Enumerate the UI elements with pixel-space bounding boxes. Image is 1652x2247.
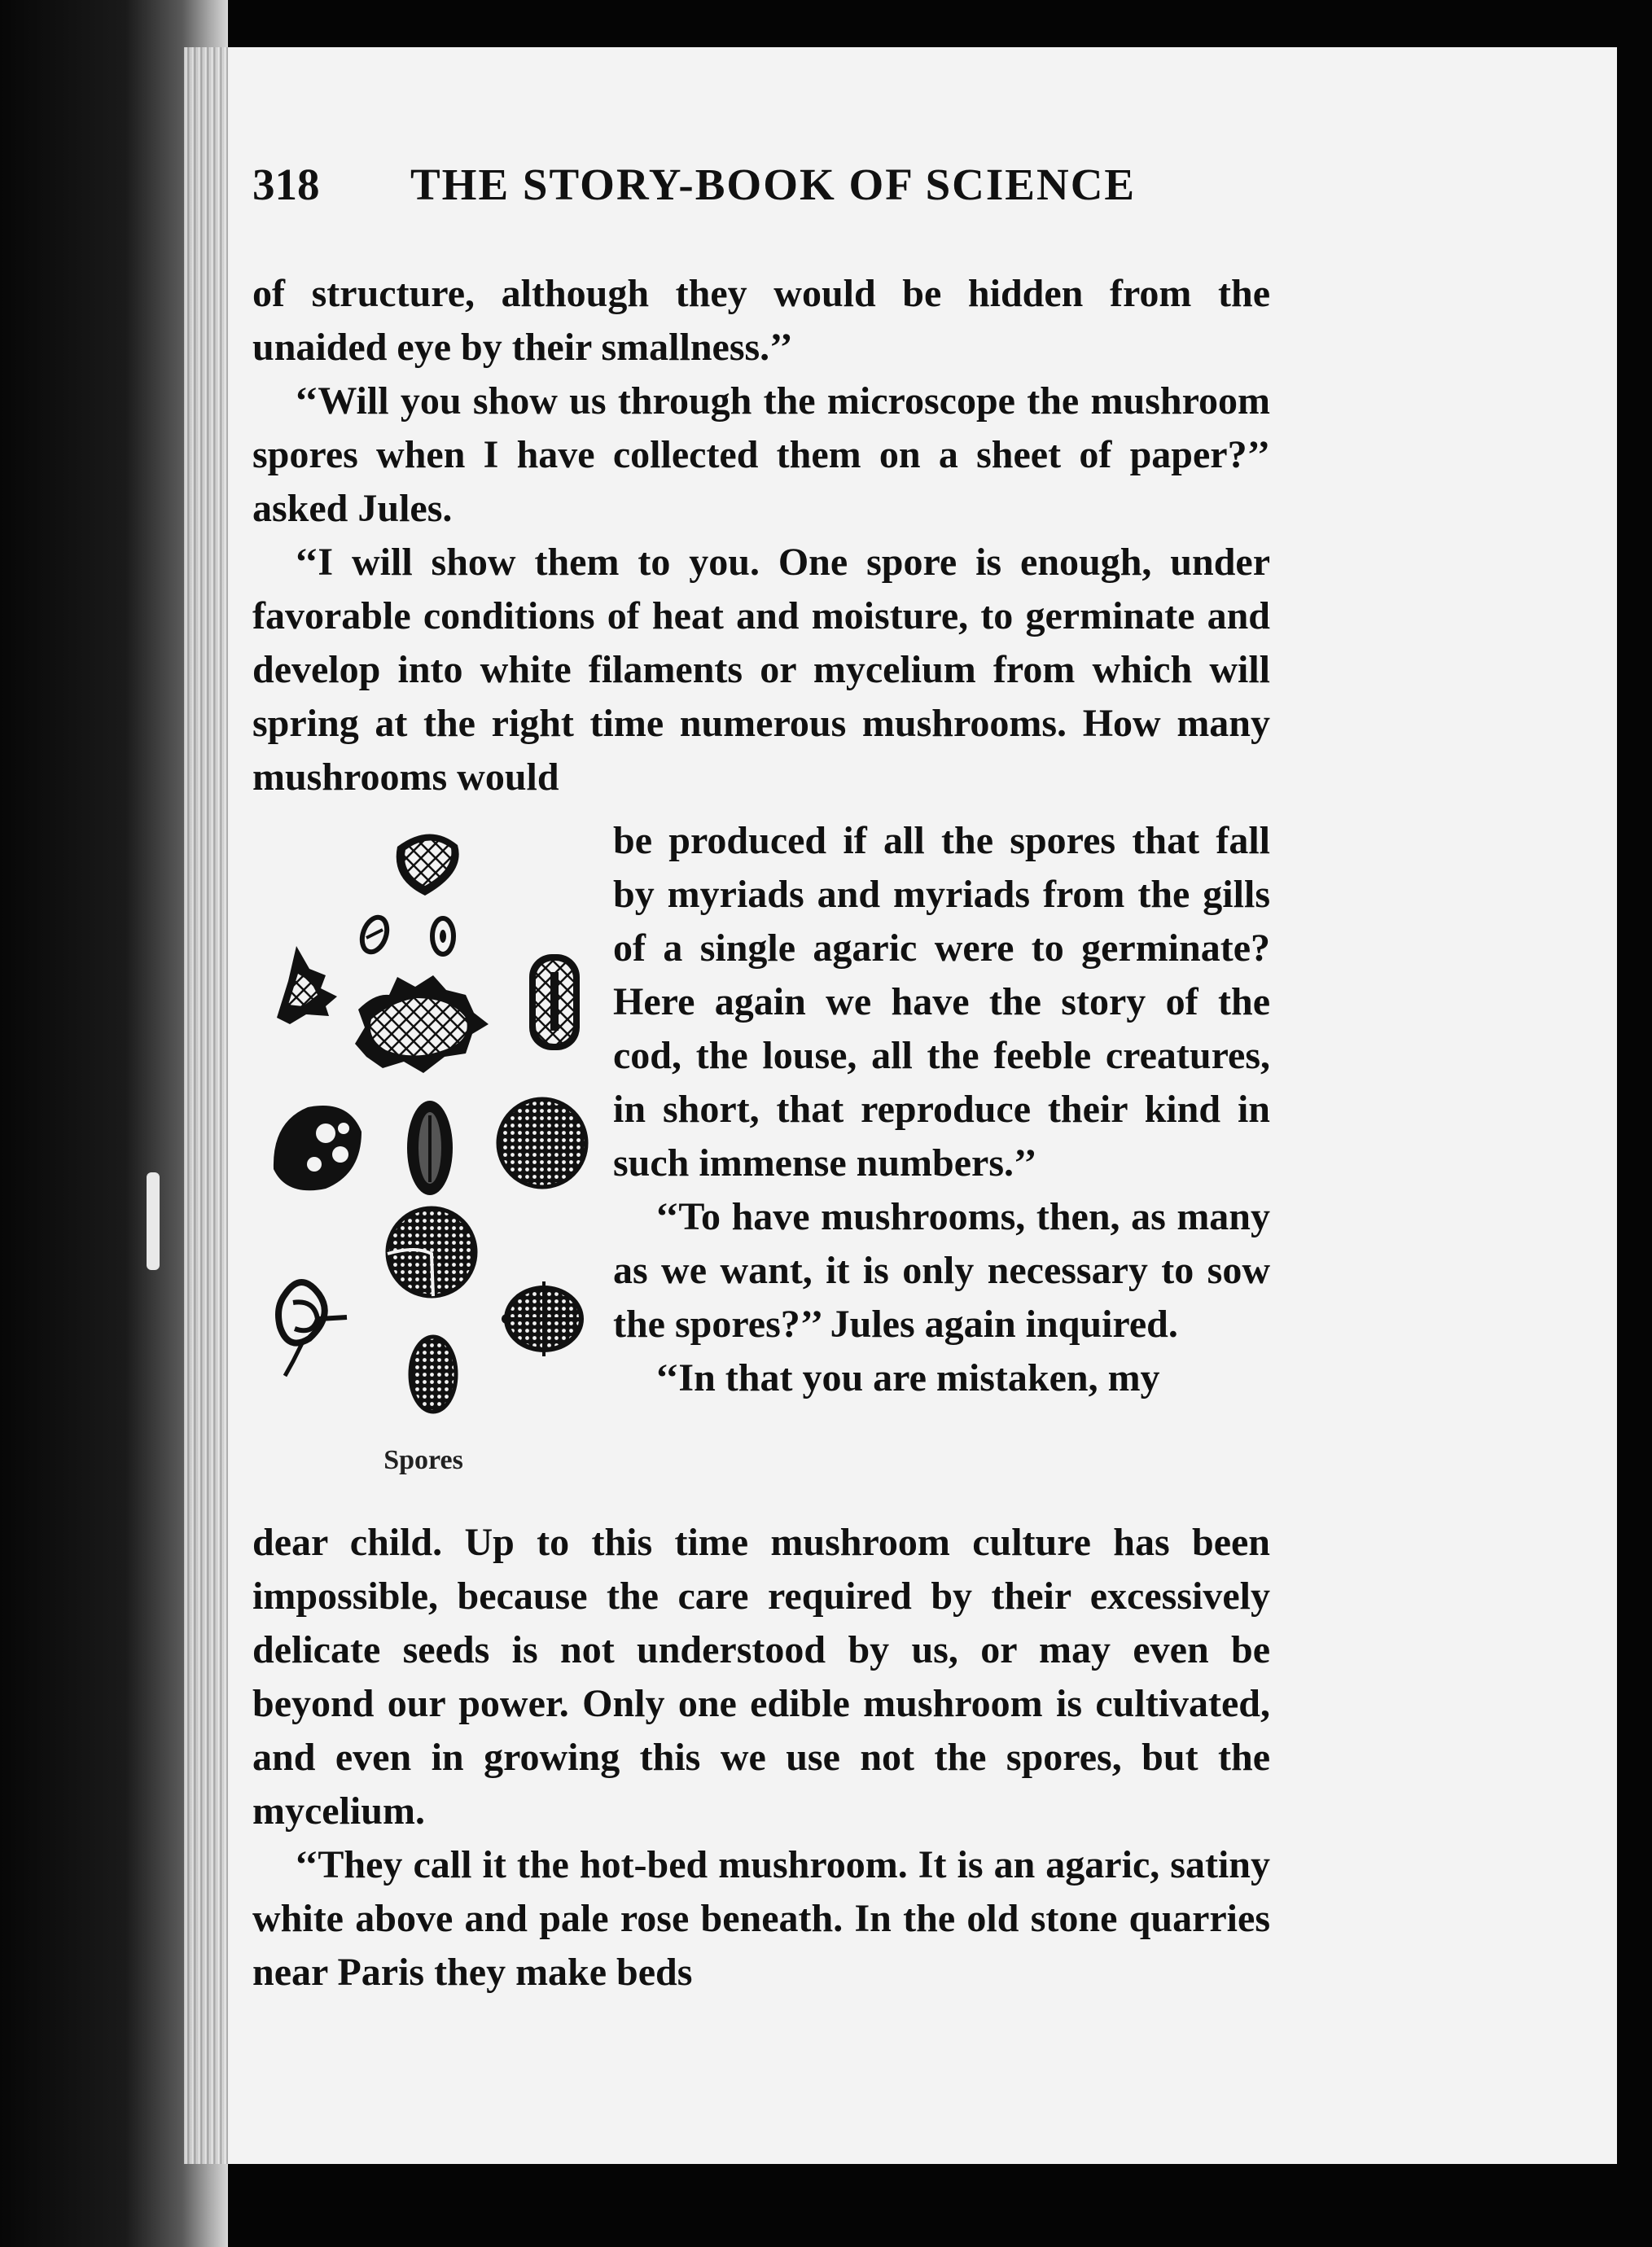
spore-small-oval (357, 914, 391, 956)
running-header (252, 159, 1254, 224)
paragraph: of structure, although they would be hidden from the unaided eye by their smallness.’’ (252, 272, 1270, 369)
edge-mark (147, 1172, 160, 1270)
figure-caption: Spores (383, 1445, 463, 1475)
paragraph: dear child. Up to this time mushroom culture has been impossible, because the care required by their excessively delicate seeds is not understood by us, or may even be beyond our power. Only one edible mushroom is cultivated, and even in growing this we use not the spores, but the mycelium. (252, 1521, 1270, 1833)
spore-oblong (407, 1101, 453, 1195)
paragraph: ‘‘To have mushrooms, then, as many as we want, it is only necessary to sow the spores?’’ Jules again inquired. (613, 1195, 1270, 1346)
spores-figure (252, 814, 594, 1514)
spore-bean (274, 1106, 362, 1190)
page-number: 318 (252, 160, 320, 209)
paragraph: ‘‘I will show them to you. One spore is enough, under favorable conditions of heat and moisture, to germinate and develop into white filaments or mycelium from which will spring at the right time numerous mushrooms. How many mushrooms would (252, 541, 1270, 799)
paragraph: be produced if all the spores that fall by myriads and myriads from the gills of a single agaric were to germinate? Here again we have the story of the cod, the louse, all the feeble creatures, in short, that reproduce their kind in such immense numbers.’’ (613, 819, 1270, 1185)
running-title: THE STORY-BOOK OF SCIENCE (410, 160, 1137, 209)
spore-spiky (277, 946, 337, 1024)
spore-coiled (278, 1282, 347, 1376)
spore-elongated (529, 954, 580, 1050)
spore-reticulate (355, 975, 489, 1073)
text-block-bottom (252, 1516, 1270, 2000)
paragraph: ‘‘Will you show us through the microscope the mushroom spores when I have collected them on a sheet of paper?’’ asked Jules. (252, 379, 1270, 530)
text-block-top (252, 267, 1270, 804)
spore-small-oval (432, 918, 454, 954)
spore-oval-dotted (410, 1337, 456, 1412)
paragraph: ‘‘In that you are mistaken, my (655, 1356, 1160, 1399)
text-column-right (613, 814, 1270, 1405)
spore-round-ridged (388, 1208, 475, 1296)
paragraph: ‘‘They call it the hot-bed mushroom. It is an agaric, satiny white above and pale rose beneath. In the old stone quarries near Paris they make beds (252, 1843, 1270, 1994)
spore-triangular (397, 834, 459, 896)
spore-ornamented (502, 1281, 581, 1356)
spores-illustration (252, 814, 594, 1433)
spore-round-dotted (498, 1099, 586, 1187)
